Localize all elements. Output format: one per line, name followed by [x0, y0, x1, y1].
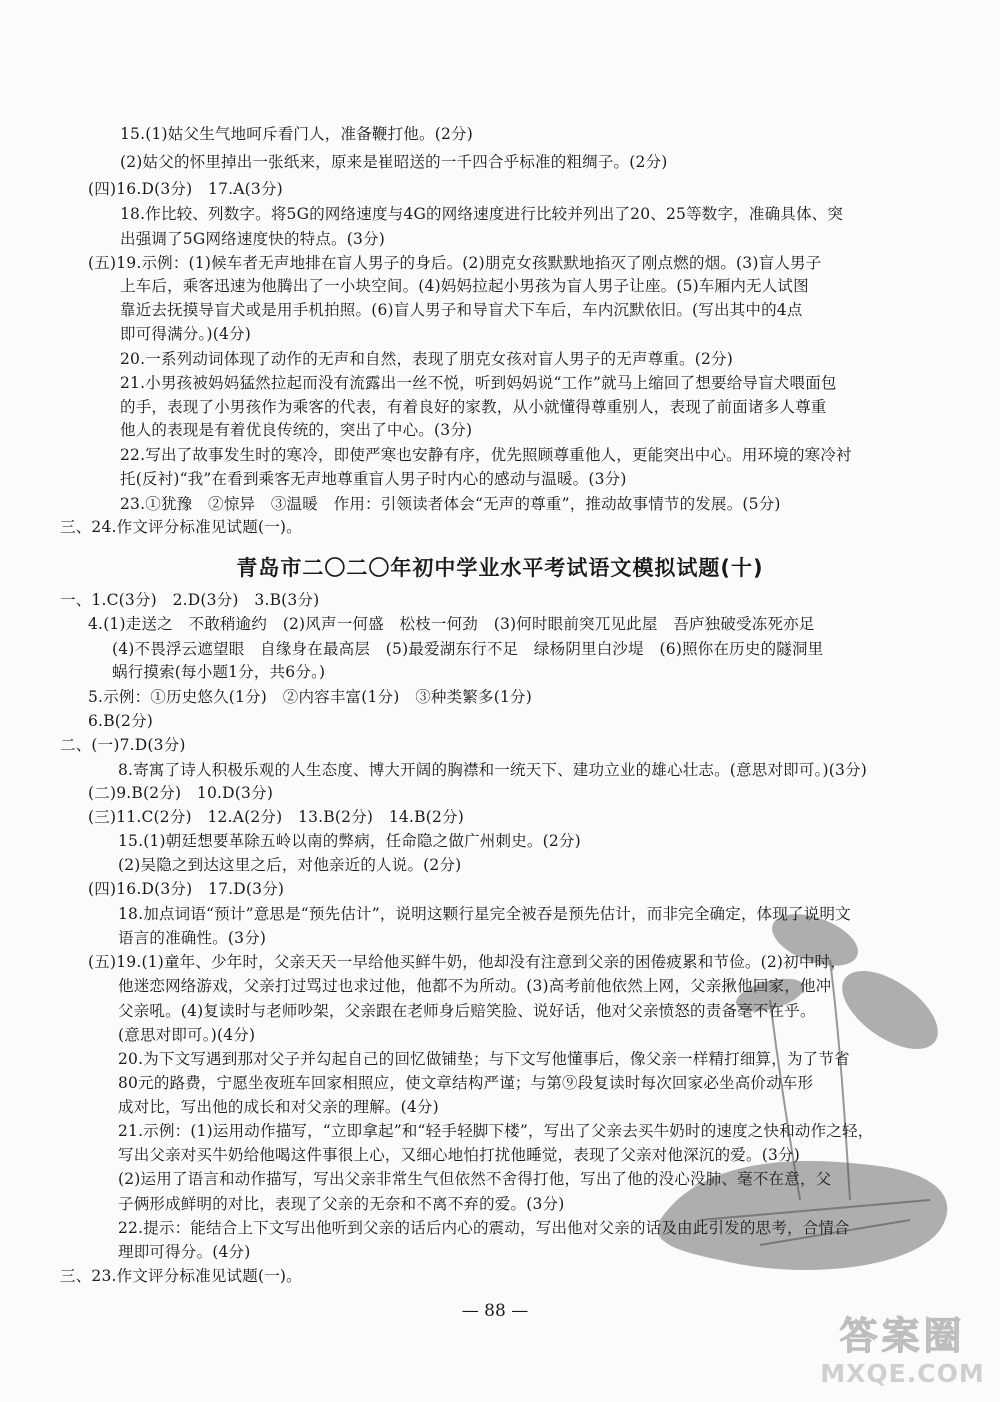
answer-line: (五)19.(1)童年、少年时，父亲天天一早给他买鲜牛奶，他却没有注意到父亲的困倦疲累和节俭。(2)初中时，: [88, 953, 846, 971]
answer-line: 21.小男孩被妈妈猛然拉起而没有流露出一丝不悦，听到妈妈说“工作”就马上缩回了想要给导盲犬喂面包: [120, 374, 837, 392]
answer-line: 出强调了5G网络速度快的特点。(3分): [120, 230, 386, 248]
answer-line: (2)姑父的怀里掉出一张纸来，原来是崔昭送的一千四合乎标准的粗绸子。(2分): [120, 153, 668, 171]
answer-line: (四)16.D(3分) 17.A(3分): [88, 180, 283, 198]
answer-line: 成对比，写出他的成长和对父亲的理解。(4分): [118, 1098, 439, 1116]
answer-line: (4)不畏浮云遮望眼 自缘身在最高层 (5)最爱湖东行不足 绿杨阴里白沙堤 (6)照你在历史的隧洞里: [112, 640, 824, 658]
answer-line: (意思对即可。)(4分): [118, 1026, 256, 1044]
answer-line: 蜗行摸索(每小题1分，共6分。): [112, 663, 326, 681]
section-title: 青岛市二〇二〇年初中学业水平考试语文模拟试题(十): [236, 556, 764, 580]
answer-line: (三)11.C(2分) 12.A(2分) 13.B(2分) 14.B(2分): [88, 808, 464, 826]
answer-line: 他迷恋网络游戏，父亲打过骂过也求过他，他都不为所动。(3)高考前他依然上网，父亲揪他回家，他冲: [118, 977, 832, 995]
watermark-url-text: MXQE.COM: [820, 1359, 985, 1388]
answer-line: 一、1.C(3分) 2.D(3分) 3.B(3分): [60, 591, 320, 609]
answer-line: 理即可得分。(4分): [118, 1243, 251, 1261]
answer-line: 上车后，乘客迅速为他腾出了一小块空间。(4)妈妈拉起小男孩为盲人男子让座。(5)车厢内无人试图: [120, 277, 809, 295]
answer-line: 三、23.作文评分标准见试题(一)。: [60, 1267, 302, 1285]
answer-line: 8.寄寓了诗人积极乐观的人生态度、博大开阔的胸襟和一统天下、建功立业的雄心壮志。(意思对即可。)(3分): [118, 761, 867, 779]
answer-line: 22.写出了故事发生时的寒冷，即使严寒也安静有序，优先照顾尊重他人，更能突出中心。用环境的寒冷衬: [120, 446, 852, 464]
answer-line: (2)运用了语言和动作描写，写出父亲非常生气但依然不舍得打他，写出了他的没心没肺、毫不在意，父: [118, 1170, 832, 1188]
answer-line: 4.(1)走送之 不敢稍逾约 (2)风声一何盛 松枝一何劲 (3)何时眼前突兀见此屋 吾庐独破受冻死亦足: [88, 615, 815, 633]
answer-line: 托(反衬)“我”在看到乘客无声地尊重盲人男子时内心的感动与温暖。(3分): [120, 470, 627, 488]
answer-line: 即可得满分。)(4分): [120, 325, 251, 343]
answer-line: 他人的表现是有着优良传统的，突出了中心。(3分): [120, 421, 473, 439]
answer-line: 18.作比较、列数字。将5G的网络速度与4G的网络速度进行比较并列出了20、25等数字，准确具体、突: [120, 205, 844, 223]
answer-line: (二)9.B(2分) 10.D(3分): [88, 784, 274, 802]
answer-line: 子俩形成鲜明的对比，表现了父亲的无奈和不离不弃的爱。(3分): [118, 1195, 565, 1213]
answer-line: 5.示例：①历史悠久(1分) ②内容丰富(1分) ③种类繁多(1分): [88, 688, 532, 706]
answer-line: (五)19.示例：(1)候车者无声地排在盲人男子的身后。(2)朋克女孩默默地掐灭了刚点燃的烟。(3)盲人男子: [88, 254, 822, 272]
answer-line: 15.(1)姑父生气地呵斥看门人，准备鞭打他。(2分): [120, 125, 473, 143]
answer-line: 三、24.作文评分标准见试题(一)。: [60, 518, 302, 536]
answer-line: 15.(1)朝廷想要革除五岭以南的弊病，任命隐之做广州刺史。(2分): [118, 832, 581, 850]
answer-line: 22.提示：能结合上下文写出他听到父亲的话后内心的震动，写出他对父亲的话及由此引发的思考，合情合: [118, 1219, 850, 1237]
answer-line: 靠近去抚摸导盲犬或是用手机拍照。(6)盲人男子和导盲犬下车后，车内沉默依旧。(写出其中的4点: [120, 301, 803, 319]
answer-line: 20.为下文写遇到那对父子并勾起自己的回忆做铺垫；与下文写他懂事后，像父亲一样精打细算，为了节省: [118, 1050, 850, 1068]
answer-line: 80元的路费，宁愿坐夜班车回家相照应，使文章结构严谨；与第⑨段复读时每次回家必坐高价动车形: [118, 1074, 814, 1092]
answer-line: 父亲吼。(4)复读时与老师吵架，父亲跟在老师身后赔笑脸、说好话，他对父亲愤怒的责备毫不在乎。: [118, 1002, 816, 1020]
answer-line: 18.加点词语“预计”意思是“预先估计”，说明这颗行星完全被吞是预先估计，而非完全确定，体现了说明文: [118, 905, 851, 923]
answer-line: 写出父亲对买牛奶给他喝这件事很上心，又细心地怕打扰他睡觉，表现了父亲对他深沉的爱。(3分): [118, 1146, 800, 1164]
answer-line: 的手，表现了小男孩作为乘客的代表，有着良好的家教，从小就懂得尊重别人，表现了前面诸多人尊重: [120, 398, 827, 416]
answer-line: (2)吴隐之到达这里之后，对他亲近的人说。(2分): [118, 856, 462, 874]
answer-line: (四)16.D(3分) 17.D(3分): [88, 880, 285, 898]
answer-line: 6.B(2分): [88, 712, 154, 730]
site-watermark: [810, 1305, 995, 1400]
answer-line: 21.示例：(1)运用动作描写，“立即拿起”和“轻手轻脚下楼”，写出了父亲去买牛奶时的速度之快和动作之轻，: [118, 1122, 874, 1140]
watermark-logo-text: 答案圈: [839, 1314, 966, 1358]
answer-line: 语言的准确性。(3分): [118, 929, 267, 947]
page-number: — 88 —: [461, 1301, 529, 1321]
answer-line: 23.①犹豫 ②惊异 ③温暖 作用：引领读者体会“无声的尊重”，推动故事情节的发展。(5分): [120, 495, 781, 513]
answer-line: 20.一系列动词体现了动作的无声和自然，表现了朋克女孩对盲人男子的无声尊重。(2分): [120, 350, 734, 368]
answer-line: 二、(一)7.D(3分): [60, 736, 186, 754]
